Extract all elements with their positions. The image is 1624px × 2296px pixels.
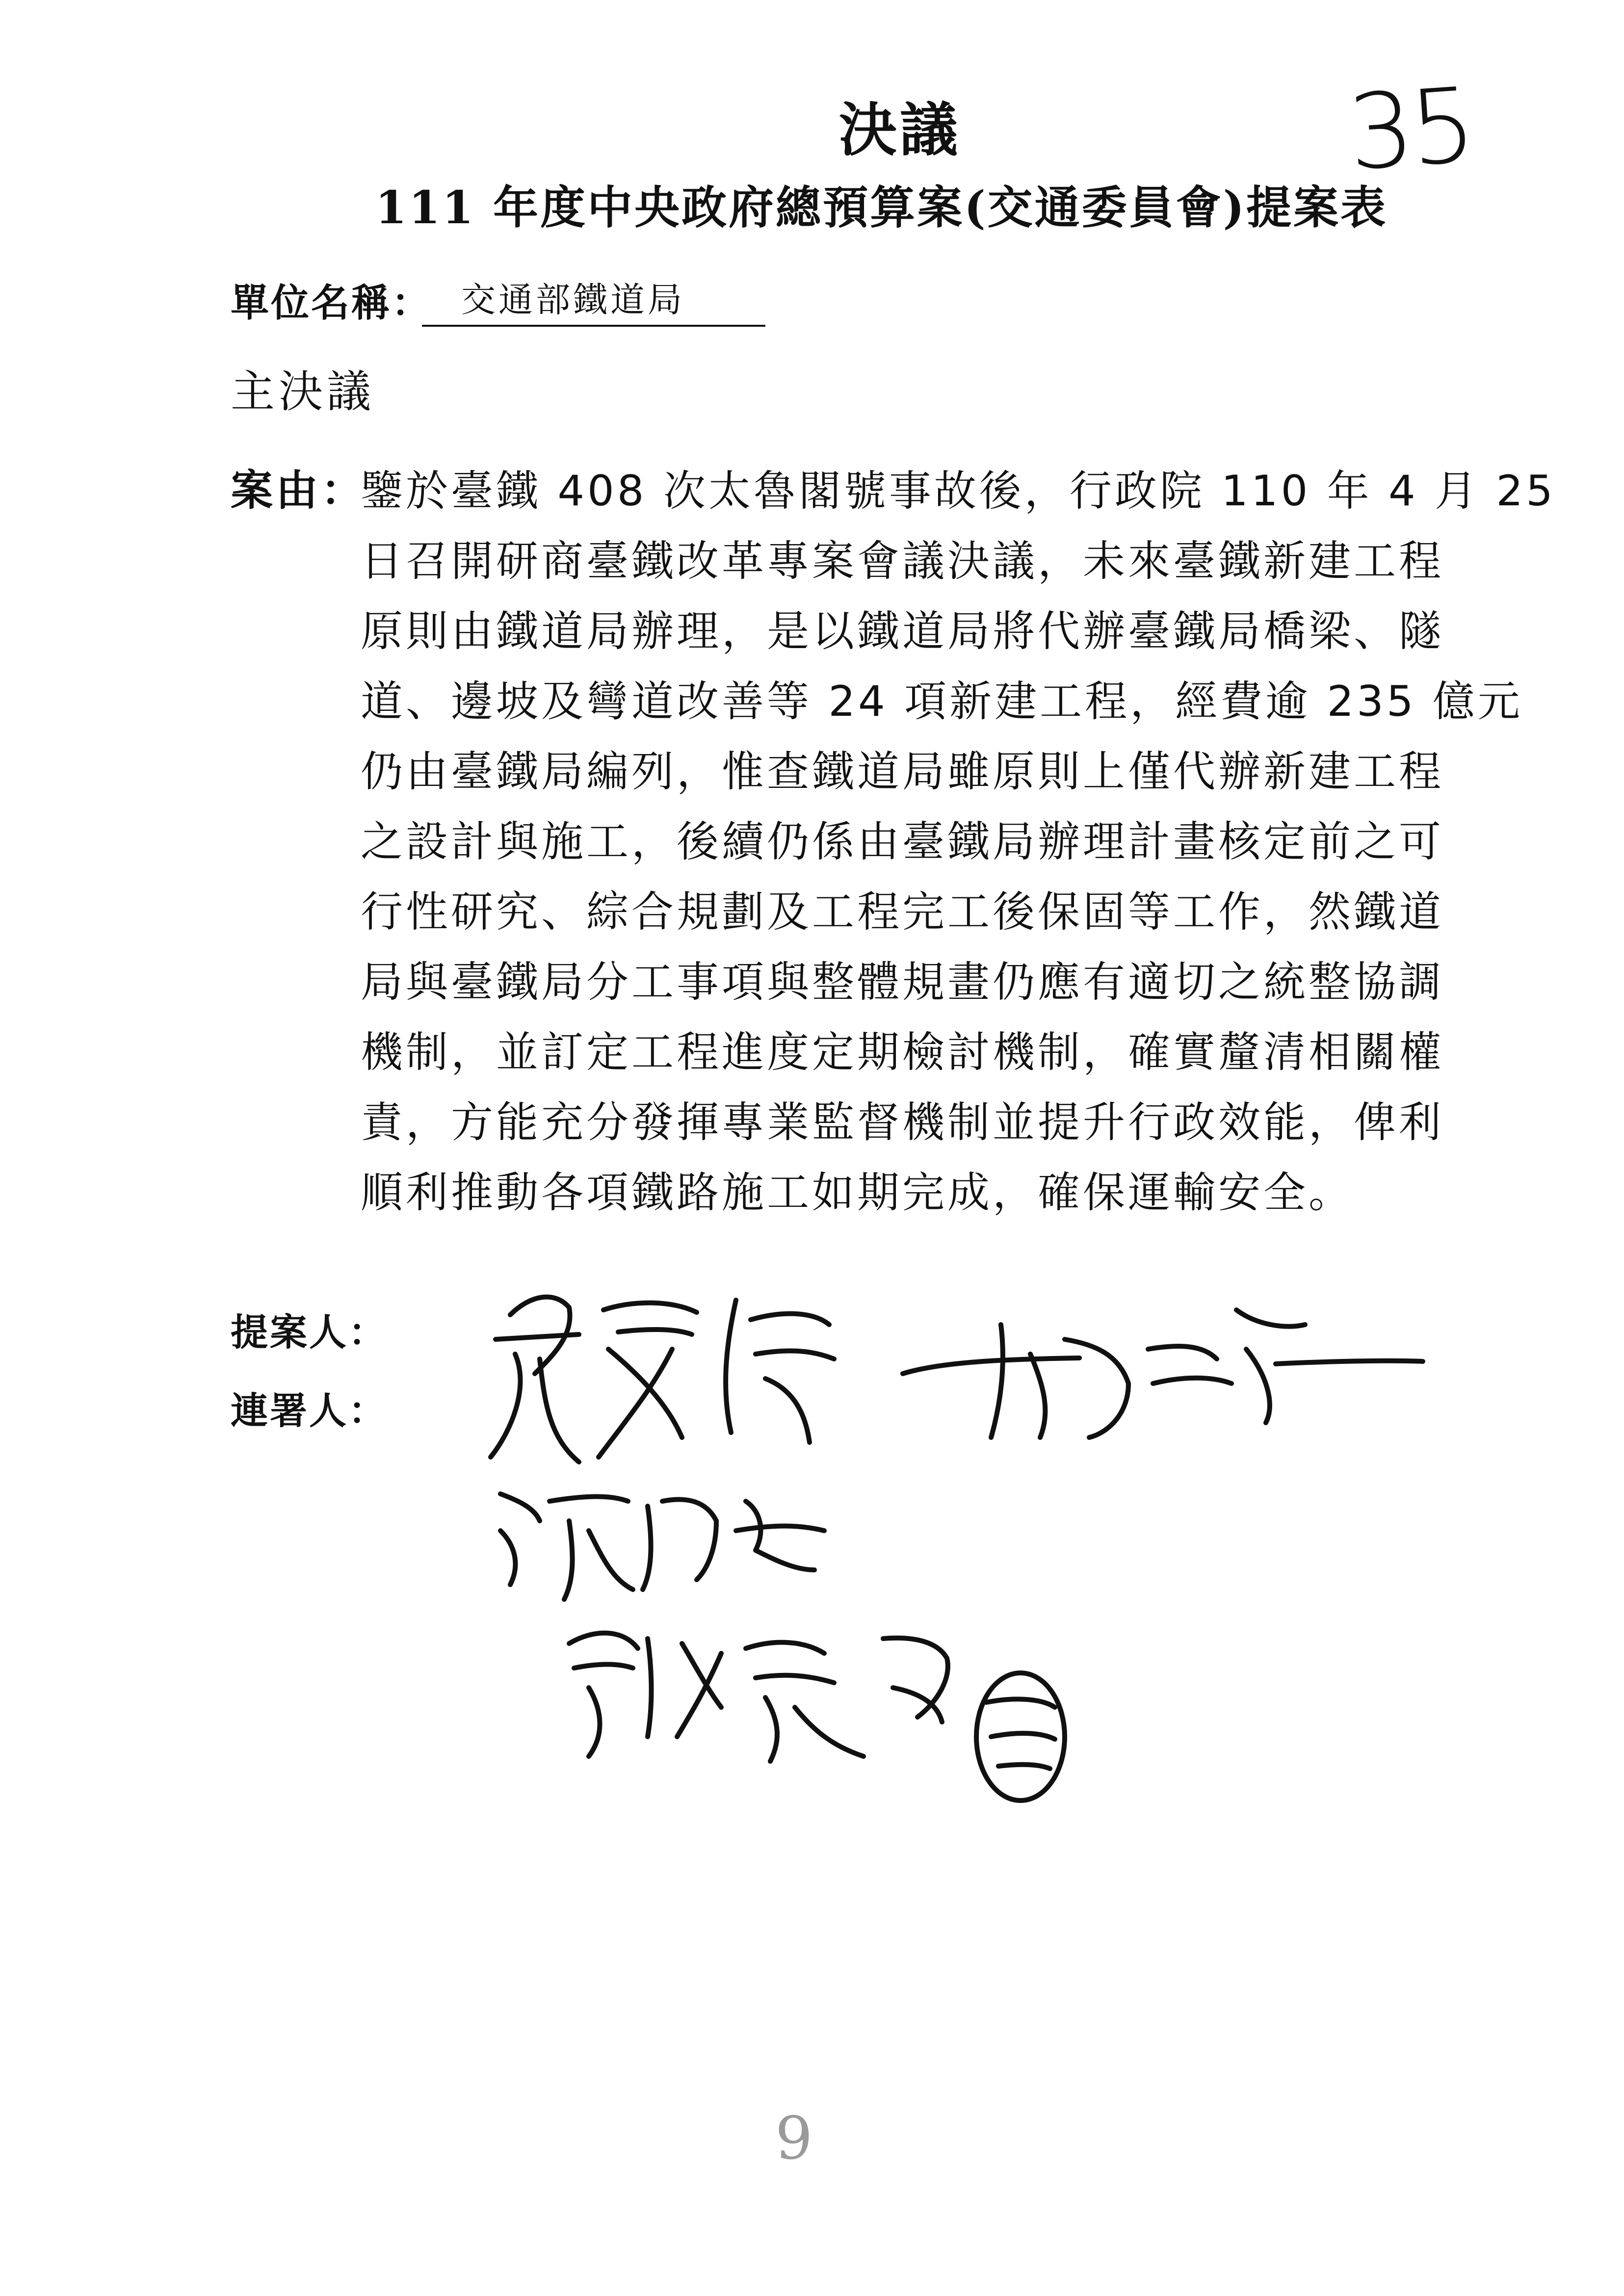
cosigner-label: 連署人：: [231, 1389, 388, 1433]
unit-name-label: 單位名稱：: [231, 281, 432, 325]
handwritten-signatures: [0, 1226, 1624, 1864]
case-reason-line: 日召開研商臺鐵改革專案會議決議，未來臺鐵新建工程: [361, 537, 1444, 586]
case-reason-line: 行性研究、綜合規劃及工程完工後保固等工作，然鐵道: [361, 887, 1444, 937]
case-reason-line: 責，方能充分發揮專業監督機制並提升行政效能，俾利: [361, 1098, 1444, 1147]
case-reason-line: 局與臺鐵局分工事項與整體規畫仍應有適切之統整協調: [361, 958, 1444, 1007]
case-reason-line: 機制，並訂定工程進度定期檢討機制，確實釐清相關權: [361, 1028, 1444, 1077]
signature-3: [500, 1494, 824, 1599]
case-reason-line: 仍由臺鐵局編列，惟查鐵道局雖原則上僅代辦新建工程: [361, 747, 1444, 796]
form-title: 111 年度中央政府總預算案(交通委員會)提案表: [375, 181, 1388, 234]
signature-mark: [976, 1673, 1065, 1800]
case-reason-line: 原則由鐵道局辦理，是以鐵道局將代辦臺鐵局橋梁、隧: [361, 607, 1444, 656]
case-reason-line: 道、邊坡及彎道改善等 24 項新建工程，經費逾 235 億元: [361, 677, 1523, 726]
case-reason-line: 鑒於臺鐵 408 次太魯閣號事故後，行政院 110 年 4 月 25: [361, 467, 1556, 516]
handwritten-resolution-mark: 決議: [839, 96, 961, 164]
bottom-page-mark: 9: [775, 2105, 813, 2173]
case-reason-body: [361, 456, 1556, 1228]
proposer-label: 提案人：: [231, 1310, 388, 1354]
signature-1: [491, 1297, 834, 1462]
main-resolution-heading: 主決議: [231, 366, 375, 417]
case-reason-label: 案由：: [231, 466, 366, 515]
case-reason-line: 之設計與施工，後續仍係由臺鐵局辦理計畫核定前之可: [361, 817, 1444, 866]
handwritten-page-number: 35: [1344, 65, 1476, 194]
case-reason-line: 順利推動各項鐵路施工如期完成，確保運輸安全。: [361, 1168, 1354, 1217]
signature-2: [903, 1310, 1423, 1437]
unit-name-value: 交通部鐵道局: [422, 272, 765, 327]
signature-4: [569, 1633, 948, 1761]
